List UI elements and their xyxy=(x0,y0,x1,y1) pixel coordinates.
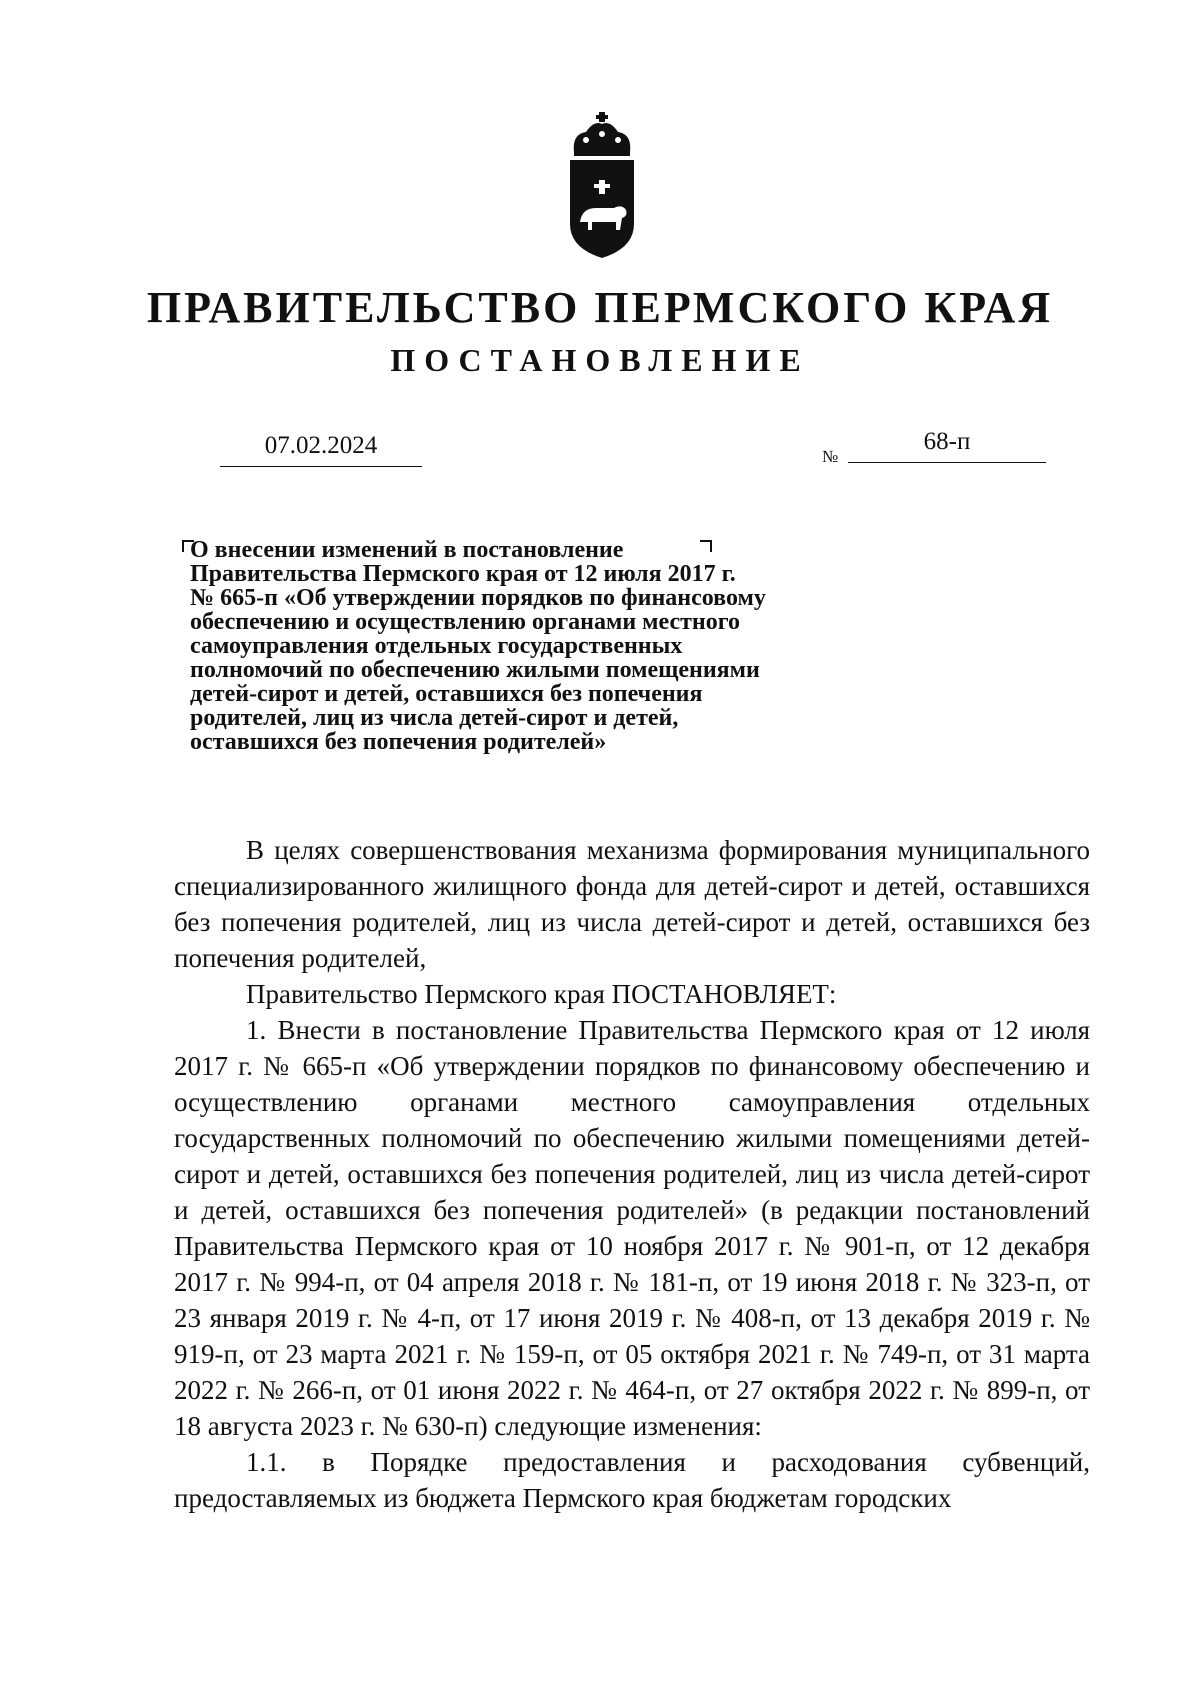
subject-line: самоуправления отдельных государственных xyxy=(190,633,683,659)
subject-line: родителей, лиц из числа детей-сирот и детей, xyxy=(190,705,679,731)
subject-line: Правительства Пермского края от 12 июля 2017 г. xyxy=(190,561,736,587)
body-paragraph: В целях совершенствования механизма формирования муниципального специализированного жилищного фонда для детей-сирот и детей, оставшихся без попечения родителей, лиц из числа детей-сирот и детей, оставшихся без попечения родителей, xyxy=(174,835,1090,973)
document-subject xyxy=(190,538,890,754)
subject-line: № 665-п «Об утверждении порядков по финансовому xyxy=(190,585,766,611)
subject-line: детей-сирот и детей, оставшихся без попечения xyxy=(190,681,703,707)
subject-line: О внесении изменений в постановление xyxy=(190,537,624,563)
organization-title: ПРАВИТЕЛЬСТВО ПЕРМСКОГО КРАЯ xyxy=(146,283,1054,332)
subject-line: оставшихся без попечения родителей» xyxy=(190,729,607,755)
number-label: № xyxy=(822,447,839,466)
body-paragraph: 1.1. в Порядке предоставления и расходования субвенций, предоставляемых из бюджета Пермского края бюджетам городских xyxy=(174,1447,1090,1513)
document-date: 07.02.2024 xyxy=(220,426,422,467)
subject-line: полномочий по обеспечению жилыми помещениями xyxy=(190,657,760,683)
document-type: ПОСТАНОВЛЕНИЕ xyxy=(390,342,810,378)
perm-krai-coat-of-arms-icon xyxy=(566,112,638,262)
body-paragraph: 1. Внести в постановление Правительства Пермского края от 12 июля 2017 г. № 665-п «Об утверждении порядков по финансовому обеспечению и осуществлению органами местного самоуправления отдельных государственных полномочий по обеспечению жилыми помещениями детей-сирот и детей, оставшихся без попечения родителей, лиц из числа детей-сирот и детей, оставшихся без попечения родителей» (в редакции постановлений Правительства Пермского края от 10 ноября 2017 г. № 901-п, от 12 декабря 2017 г. № 994-п, от 04 апреля 2018 г. № 181-п, от 19 июня 2018 г. № 323-п, от 23 января 2019 г. № 4-п, от 17 июня 2019 г. № 408-п, от 13 декабря 2019 г. № 919-п, от 23 марта 2021 г. № 159-п, от 05 октября 2021 г. № 749-п, от 31 марта 2022 г. № 266-п, от 01 июня 2022 г. № 464-п, от 27 октября 2022 г. № 899-п, от 18 августа 2023 г. № 630-п) следующие изменения: xyxy=(174,1015,1090,1441)
body-paragraph: Правительство Пермского края ПОСТАНОВЛЯЕТ: xyxy=(246,979,837,1009)
subject-line: обеспечению и осуществлению органами местного xyxy=(190,609,741,635)
document-number: 68-п xyxy=(848,422,1046,463)
document-body xyxy=(174,832,1090,1516)
